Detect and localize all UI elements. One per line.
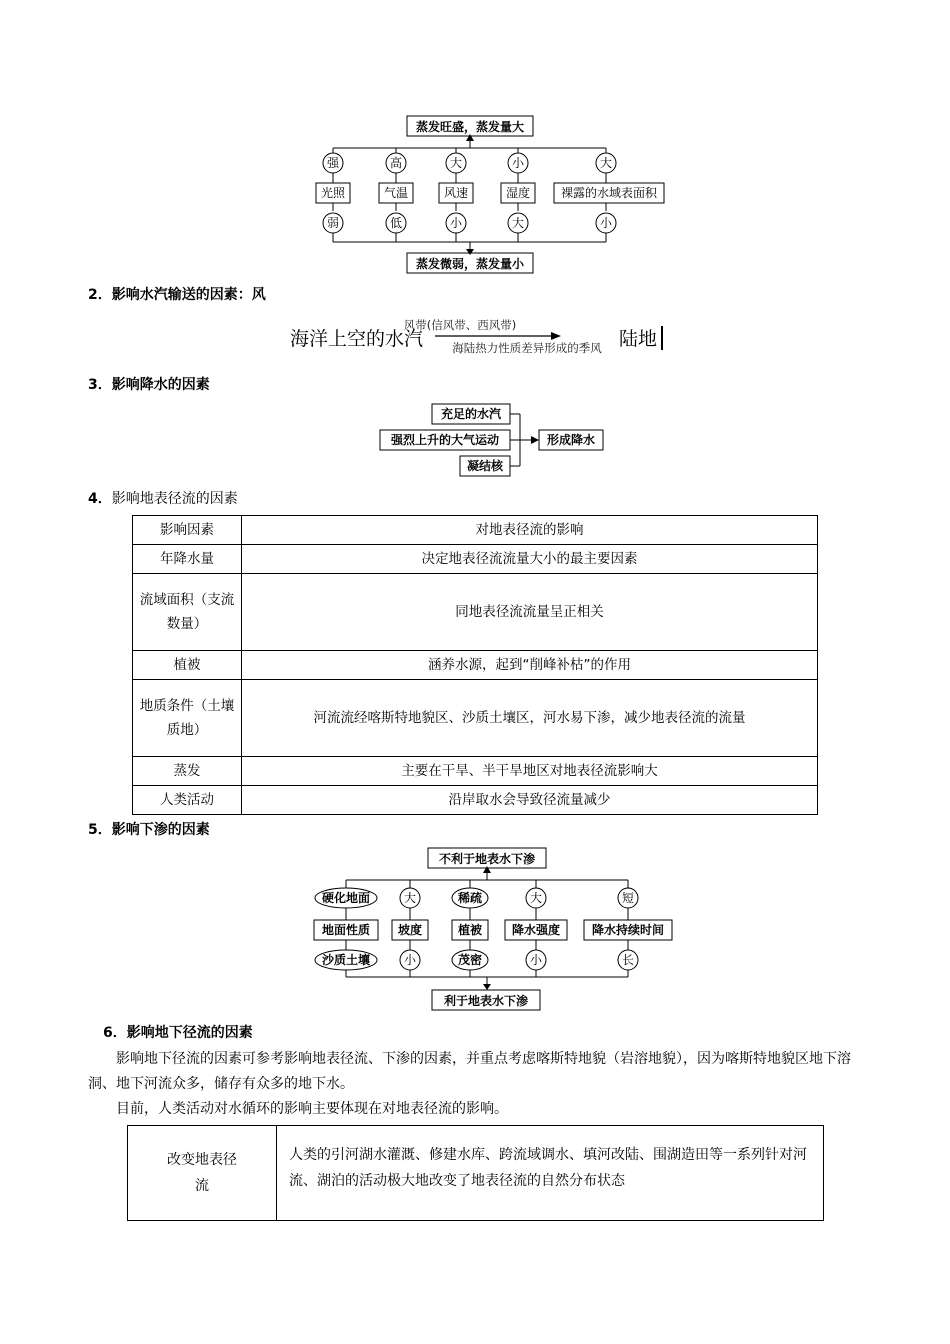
svg-text:硬化地面: 硬化地面 xyxy=(321,891,371,905)
infiltration-diagram xyxy=(300,844,680,1014)
svg-text:凝结核: 凝结核 xyxy=(466,459,504,473)
table-row xyxy=(133,680,818,757)
svg-text:风带(信风带、西风带): 风带(信风带、西风带) xyxy=(403,318,517,332)
svg-text:低: 低 xyxy=(389,216,403,230)
table-cell: 植被 xyxy=(133,651,242,680)
svg-text:强烈上升的大气运动: 强烈上升的大气运动 xyxy=(390,433,500,447)
table-cell: 主要在干旱、半干旱地区对地表径流影响大 xyxy=(242,757,818,786)
table-cell-label: 改变地表径流 xyxy=(128,1126,277,1221)
table-cell: 河流流经喀斯特地貌区、沙质土壤区，河水易下渗，减少地表径流的流量 xyxy=(242,680,818,757)
svg-text:大: 大 xyxy=(529,891,543,905)
table-cell: 决定地表径流流量大小的最主要因素 xyxy=(242,545,818,574)
runoff-factors-table xyxy=(132,515,818,815)
svg-text:小: 小 xyxy=(529,953,543,967)
section2-heading: 2．影响水汽输送的因素：风 xyxy=(88,287,266,303)
table-row xyxy=(133,574,818,651)
svg-text:高: 高 xyxy=(389,156,403,170)
svg-text:小: 小 xyxy=(599,216,613,230)
svg-text:风速: 风速 xyxy=(443,186,469,200)
svg-text:大: 大 xyxy=(449,156,463,170)
svg-text:湿度: 湿度 xyxy=(505,186,531,200)
table-cell: 蒸发 xyxy=(133,757,242,786)
svg-text:小: 小 xyxy=(449,216,463,230)
table-row xyxy=(128,1126,824,1221)
svg-text:茂密: 茂密 xyxy=(457,953,483,967)
table-cell: 人类活动 xyxy=(133,786,242,815)
svg-text:强: 强 xyxy=(326,156,340,170)
table-cell: 沿岸取水会导致径流量减少 xyxy=(242,786,818,815)
table-row xyxy=(133,651,818,680)
svg-text:大: 大 xyxy=(511,216,525,230)
svg-text:光照: 光照 xyxy=(320,186,346,200)
table-cell: 地质条件（土壤质地） xyxy=(133,680,242,757)
svg-text:裸露的水域表面积: 裸露的水域表面积 xyxy=(560,186,658,200)
svg-text:地面性质: 地面性质 xyxy=(321,923,371,937)
svg-text:降水持续时间: 降水持续时间 xyxy=(591,923,665,937)
table-row xyxy=(133,545,818,574)
svg-text:弱: 弱 xyxy=(326,216,340,230)
table-cell: 涵养水源，起到“削峰补枯”的作用 xyxy=(242,651,818,680)
svg-text:稀疏: 稀疏 xyxy=(457,891,483,905)
svg-text:陆地: 陆地 xyxy=(619,328,658,350)
table-cell-text: 人类的引河湖水灌溉、修建水库、跨流域调水、填河改陆、围湖造田等一系列针对河流、湖泊的活动极大地改变了地表径流的自然分布状态 xyxy=(277,1126,824,1221)
svg-text:形成降水: 形成降水 xyxy=(546,433,596,447)
svg-text:大: 大 xyxy=(599,156,613,170)
svg-text:小: 小 xyxy=(403,953,417,967)
precipitation-diagram xyxy=(375,400,615,480)
table-header-cell: 对地表径流的影响 xyxy=(242,516,818,545)
table-cell: 流域面积（支流数量） xyxy=(133,574,242,651)
evap-bottom-label: 蒸发微弱，蒸发量小 xyxy=(415,257,525,271)
svg-text:降水强度: 降水强度 xyxy=(511,923,561,937)
svg-text:小: 小 xyxy=(511,156,525,170)
svg-text:充足的水汽: 充足的水汽 xyxy=(440,407,502,421)
section6-paragraph-2: 目前，人类活动对水循环的影响主要体现在对地表径流的影响。 xyxy=(116,1101,508,1117)
vapor-transport-diagram xyxy=(285,312,685,360)
section4-heading: 4．影响地表径流的因素 xyxy=(88,491,238,507)
svg-text:长: 长 xyxy=(621,953,635,967)
table-cell: 年降水量 xyxy=(133,545,242,574)
svg-text:不利于地表水下渗: 不利于地表水下渗 xyxy=(438,852,536,866)
table-header-cell: 影响因素 xyxy=(133,516,242,545)
evap-top-label: 蒸发旺盛，蒸发量大 xyxy=(415,120,525,134)
svg-text:大: 大 xyxy=(403,891,417,905)
table-row xyxy=(133,757,818,786)
section3-heading: 3．影响降水的因素 xyxy=(88,377,210,393)
svg-text:海洋上空的水汽: 海洋上空的水汽 xyxy=(290,328,424,350)
svg-text:短: 短 xyxy=(621,891,635,905)
table-header-row xyxy=(133,516,818,545)
table-cell: 同地表径流流量呈正相关 xyxy=(242,574,818,651)
svg-text:气温: 气温 xyxy=(383,186,409,200)
evaporation-diagram xyxy=(300,110,680,276)
section6-paragraph-1: 影响地下径流的因素可参考影响地表径流、下渗的因素，并重点考虑喀斯特地貌（岩溶地貌），因为喀斯特地貌区地下溶洞、地下河流众多，储存有众多的地下水。 xyxy=(88,1051,851,1092)
section6-heading: 6．影响地下径流的因素 xyxy=(103,1025,253,1041)
svg-text:沙质土壤: 沙质土壤 xyxy=(321,953,371,967)
human-impact-table xyxy=(127,1125,824,1221)
table-row xyxy=(133,786,818,815)
section5-heading: 5．影响下渗的因素 xyxy=(88,822,210,838)
svg-text:利于地表水下渗: 利于地表水下渗 xyxy=(443,994,529,1008)
svg-text:植被: 植被 xyxy=(457,923,483,937)
svg-text:海陆热力性质差异形成的季风: 海陆热力性质差异形成的季风 xyxy=(452,341,602,355)
svg-text:坡度: 坡度 xyxy=(397,923,423,937)
